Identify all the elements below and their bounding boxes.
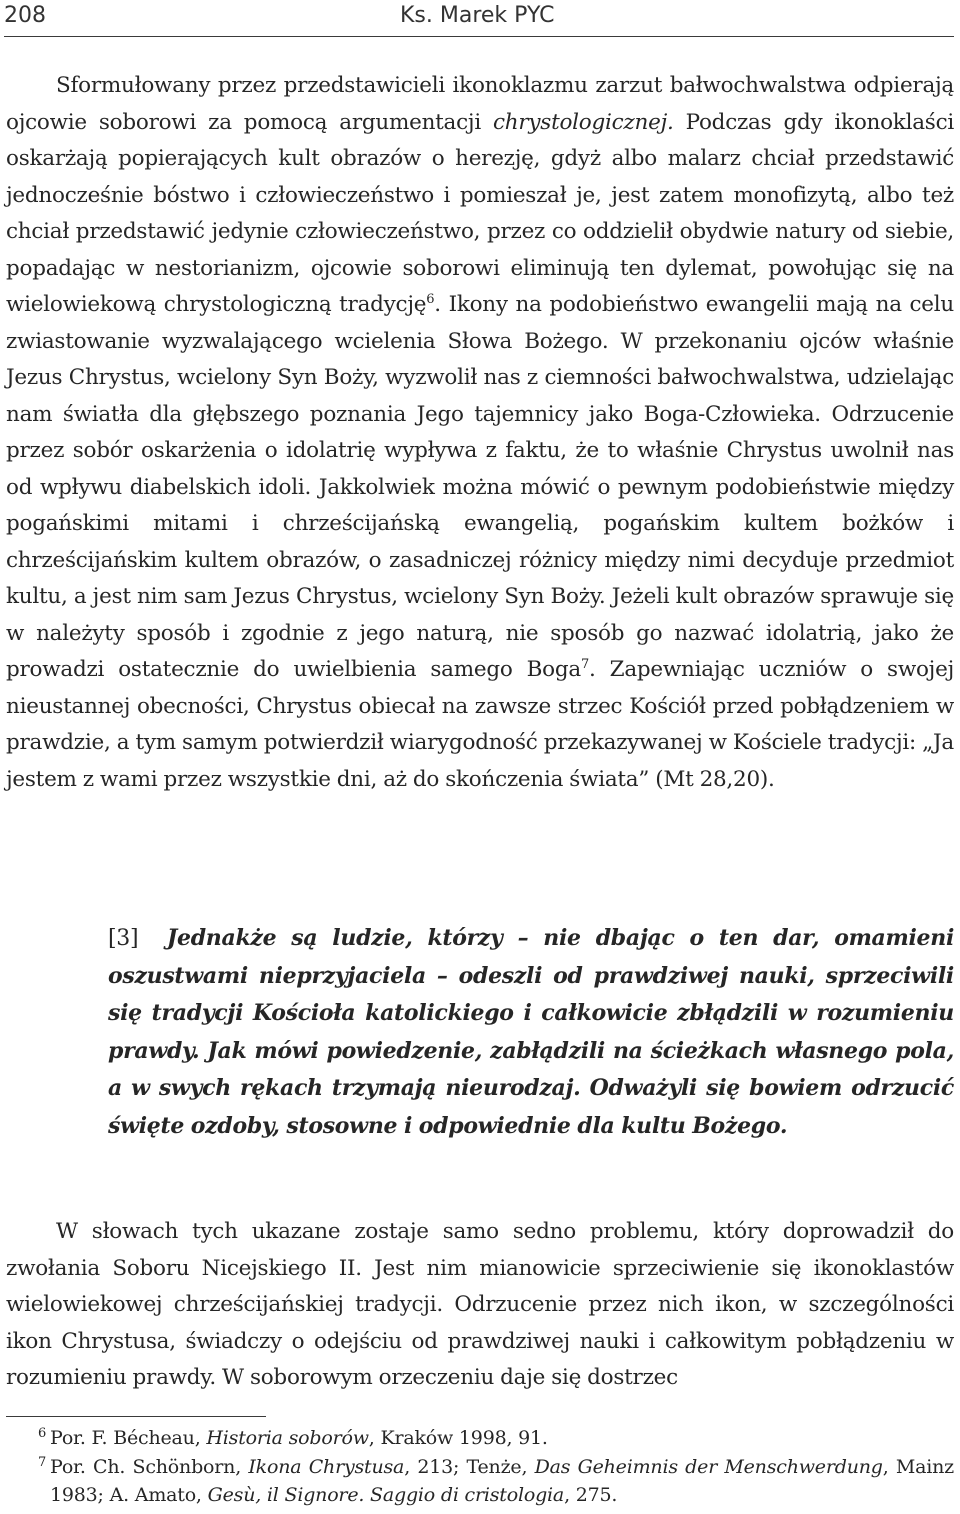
footnote-ref-7[interactable]: 7 [580, 657, 589, 672]
paragraph-1-text-d: . Zapewniając uczniów o swojej nieustannej obecności, Chrystus obiecał na zawsze strzec Kościół przed pobłądzeniem w prawdzie, a tym samym potwierdził wiarygodność przekazywanej w Kościele tradycji: „Ja jestem z wami przez wszystkie dni, aż do skończenia świata” (Mt 28,20). [6, 657, 954, 792]
body-paragraph-1 [6, 68, 954, 798]
block-quote [108, 920, 954, 1145]
footnote-number: 7 [38, 1454, 47, 1470]
footnote-title: Ikona Chrystusa [248, 1455, 405, 1478]
paragraph-1-italic-term: chrystologicznej. [493, 109, 674, 135]
footnote-rule [6, 1416, 266, 1417]
quote-text: Jednakże są ludzie, którzy – nie dbając o ten dar, omamieni oszustwami nieprzyjaciela – odeszli od prawdziwej nauki, sprzeciwili się tradycji Kościoła katolickiego i całkowicie zbłądzili w rozumieniu prawdy. Jak mówi powiedzenie, zabłądzili na ścieżkach własnego pola, a w swych rękach trzymają nieurodzaj. Odważyli się bowiem odrzucić święte ozdoby, stosowne i odpowiednie dla kultu Bożego. [108, 925, 954, 1139]
footnote-title: Gesù, il Signore. Saggio di cristologia [207, 1484, 565, 1506]
paragraph-2-text: W słowach tych ukazane zostaje samo sedno problemu, który doprowadził do zwołania Soboru Nicejskiego II. Jest nim mianowicie sprzeciwienie się ikonoklastów wielowiekowej chrześcijańskiej tradycji. Odrzucenie przez nich ikon, w szczególności ikon Chrystusa, świadczy o odejściu od prawdziwej nauki i całkowitym pobłądzeniu w rozumieniu prawdy. W soborowym orzeczeniu daje się dostrzec [6, 1219, 954, 1390]
paragraph-1-text-c: . Ikony na podobieństwo ewangelii mają na celu zwiastowanie wyzwalającego wcielenia Słowa Bożego. W przekonaniu ojców właśnie Jezus Chrystus, wcielony Syn Boży, wyzwolił nas z ciemności bałwochwalstwa, udzielając nam światła dla głębszego poznania Jego tajemnicy jako Boga-Człowieka. Odrzucenie przez sobór oskarżenia o idolatrię wypływa z faktu, że to właśnie Chrystus uwolnił nas od wpływu diabelskich idoli. Jakkolwiek można mówić o pewnym podobieństwie między pogańskimi mitami i chrześcijańską ewangelią, pogańskim kultem bożków i chrześcijańskim kultem obrazów, o zasadniczej różnicy między nimi decyduje przedmiot kultu, a jest nim sam Jezus Chrystus, wcielony Syn Boży. Jeżeli kult obrazów sprawuje się w należyty sposób i zgodnie z jego naturą, nie sposób go nazwać idolatrią, jako że prowadzi ostatecznie do uwielbienia samego Boga [6, 292, 954, 682]
header-rule [4, 36, 954, 37]
footnote-text: , 213; Tenże, [404, 1455, 535, 1478]
footnote-number: 6 [38, 1426, 47, 1441]
page-number: 208 [4, 3, 46, 28]
quote-number: [3] [108, 926, 139, 951]
footnote-text: , 275. [564, 1484, 618, 1506]
paragraph-1-text-a: Sformułowany przez przedstawicieli ikonoklazmu zarzut bałwochwalstwa odpierają ojcowie soborowi za pomocą argumentacji [6, 73, 954, 135]
footnotes [6, 1424, 954, 1510]
footnote-text: , Kraków 1998, 91. [368, 1427, 548, 1449]
footnote-7 [6, 1453, 954, 1510]
footnote-6 [6, 1424, 954, 1453]
footnote-text: Por. Ch. Schönborn, [50, 1455, 249, 1478]
footnote-text: , Mainz 1983; A. Amato, [50, 1455, 954, 1506]
footnote-title: Das Geheimnis der Menschwerdung [534, 1455, 883, 1478]
footnote-text: Por. F. Bécheau, [50, 1427, 207, 1449]
footnote-ref-6[interactable]: 6 [426, 292, 435, 307]
running-header [4, 0, 954, 38]
footnote-title: Historia soborów [206, 1427, 369, 1449]
body-paragraph-2 [6, 1214, 954, 1397]
paragraph-1-text-b: Podczas gdy ikonoklaści oskarżają popierających kult obrazów o herezję, gdyż albo malarz chciał przedstawić jednocześnie bóstwo i człowieczeństwo i pomieszał je, jest zatem monofizytą, albo też chciał przedstawić jedynie człowieczeństwo, przez co oddzielił obydwie natury od siebie, popadając w nestorianizm, ojcowie soborowi eliminują ten dylemat, powołując się na wielowiekową chrystologiczną tradycję [6, 109, 954, 317]
running-head-author: Ks. Marek PYC [400, 3, 555, 28]
